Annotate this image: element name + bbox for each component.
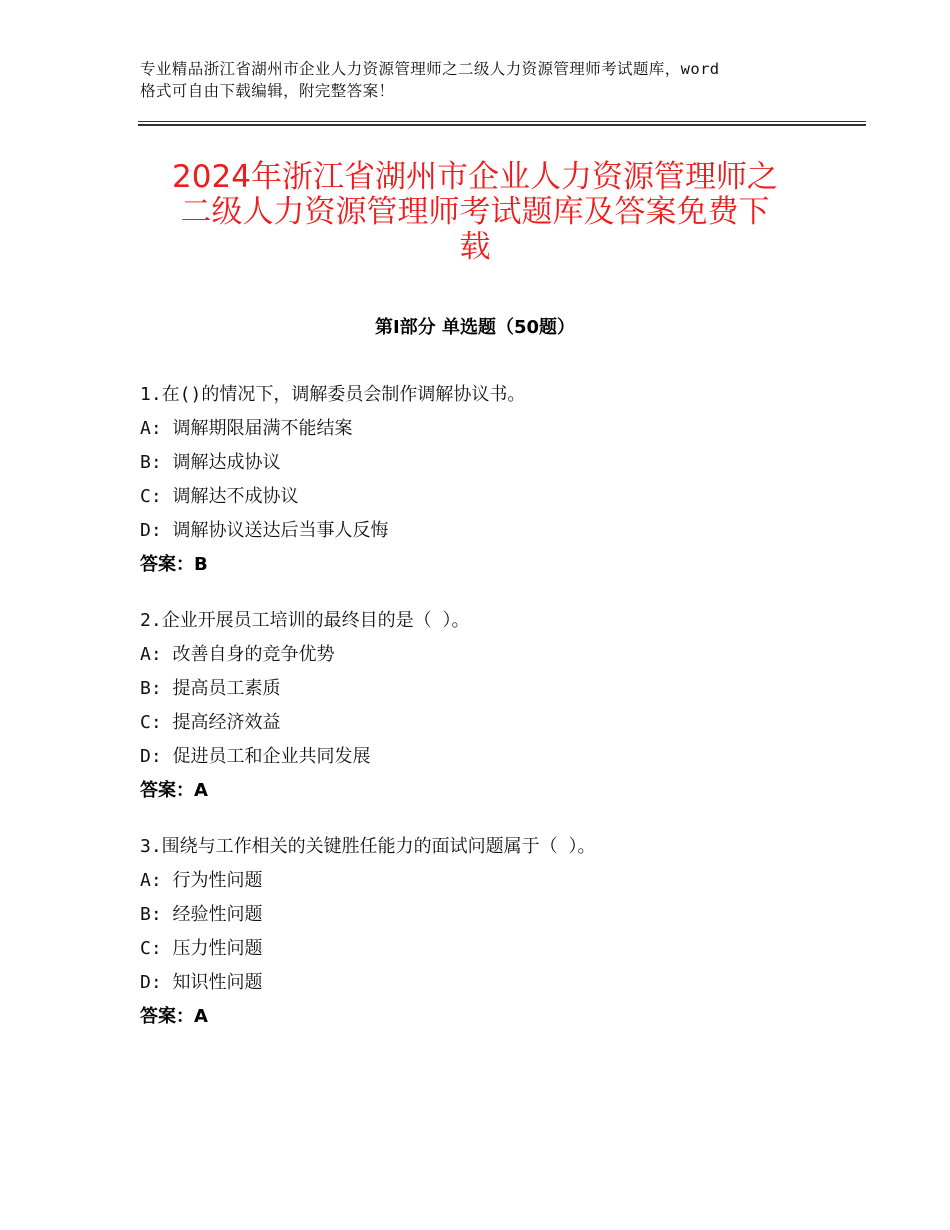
header-note-line-1: 专业精品浙江省湖州市企业人力资源管理师之二级人力资源管理师考试题库，word [140, 60, 720, 78]
option-b [140, 898, 860, 932]
option-spacer [162, 644, 173, 665]
question-item [140, 378, 860, 582]
question-item [140, 830, 860, 1034]
option-b [140, 446, 860, 480]
option-letter: A: [140, 870, 162, 891]
answer-line: 答案：A [140, 1006, 208, 1027]
header-note [140, 58, 840, 102]
question-item [140, 604, 860, 808]
option-text: 提高员工素质 [172, 678, 281, 699]
option-spacer [162, 486, 173, 507]
option-letter: B: [140, 904, 162, 925]
header-divider-thick [138, 124, 866, 126]
option-spacer [162, 746, 173, 767]
option-letter: D: [140, 746, 162, 767]
option-spacer [162, 870, 173, 891]
question-stem: 3.围绕与工作相关的关键胜任能力的面试问题属于（ ）。 [140, 836, 596, 857]
document-title [130, 160, 820, 265]
option-letter: C: [140, 712, 162, 733]
option-spacer [162, 972, 173, 993]
option-text: 经验性问题 [172, 904, 263, 925]
option-letter: D: [140, 520, 162, 541]
option-d [140, 966, 860, 1000]
section-title: 第Ⅰ部分 单选题（50题） [374, 317, 575, 338]
option-d [140, 514, 860, 548]
option-text: 压力性问题 [172, 938, 263, 959]
document-title-line-3: 载 [459, 229, 491, 265]
option-text: 调解协议送达后当事人反悔 [172, 520, 389, 541]
option-spacer [162, 938, 173, 959]
option-letter: D: [140, 972, 162, 993]
option-text: 提高经济效益 [172, 712, 281, 733]
question-list [140, 378, 860, 1056]
option-text: 调解期限届满不能结案 [172, 418, 353, 439]
option-spacer [162, 520, 173, 541]
option-text: 调解达不成协议 [172, 486, 299, 507]
option-a [140, 638, 860, 672]
option-letter: A: [140, 644, 162, 665]
option-spacer [162, 418, 173, 439]
option-letter: A: [140, 418, 162, 439]
header-divider-thin [138, 121, 866, 122]
option-letter: C: [140, 486, 162, 507]
question-stem: 2.企业开展员工培训的最终目的是（ ）。 [140, 610, 470, 631]
header-note-line-2: 格式可自由下载编辑，附完整答案！ [140, 82, 395, 100]
option-letter: B: [140, 678, 162, 699]
answer-line: 答案：B [140, 554, 208, 575]
option-c [140, 932, 860, 966]
option-a [140, 864, 860, 898]
option-text: 行为性问题 [172, 870, 263, 891]
option-letter: B: [140, 452, 162, 473]
option-letter: C: [140, 938, 162, 959]
option-c [140, 480, 860, 514]
option-text: 知识性问题 [172, 972, 263, 993]
option-text: 调解达成协议 [172, 452, 281, 473]
answer-line: 答案：A [140, 780, 208, 801]
option-spacer [162, 678, 173, 699]
option-spacer [162, 452, 173, 473]
document-title-line-2: 二级人力资源管理师考试题库及答案免费下 [180, 194, 770, 230]
question-stem: 1.在()的情况下，调解委员会制作调解协议书。 [140, 384, 526, 405]
option-b [140, 672, 860, 706]
option-spacer [162, 712, 173, 733]
option-text: 促进员工和企业共同发展 [172, 746, 371, 767]
option-spacer [162, 904, 173, 925]
option-text: 改善自身的竞争优势 [172, 644, 335, 665]
option-d [140, 740, 860, 774]
option-a [140, 412, 860, 446]
option-c [140, 706, 860, 740]
document-title-line-1: 2024年浙江省湖州市企业人力资源管理师之 [172, 159, 778, 195]
